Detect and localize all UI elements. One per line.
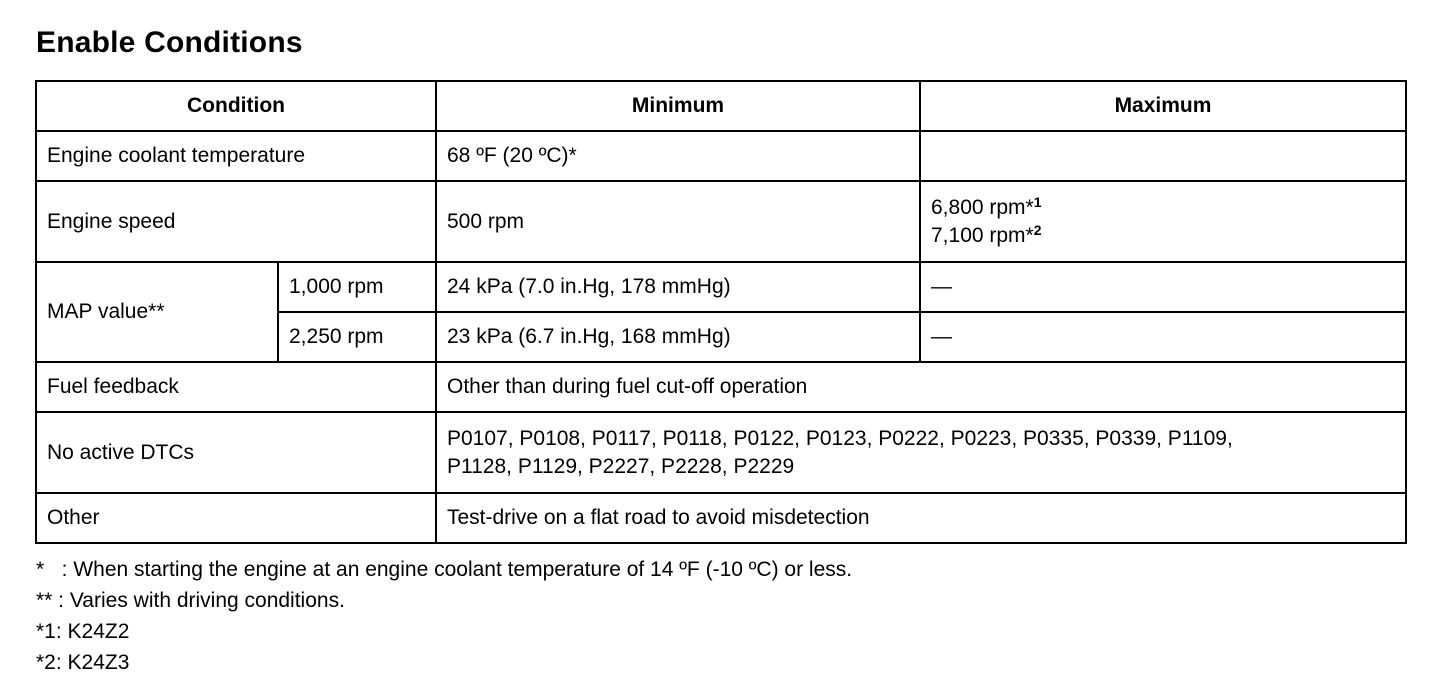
header-minimum: Minimum	[436, 81, 920, 131]
speed-max-footnote2: 2	[1033, 221, 1042, 238]
footnote-item: ** : Varies with driving conditions.	[36, 589, 345, 612]
footnote-item: *1: K24Z2	[36, 620, 130, 643]
table-row-dtc	[36, 412, 1406, 493]
footnote-item: *2: K24Z3	[36, 651, 130, 674]
table-row-fuel	[36, 362, 1406, 412]
enable-conditions-table	[35, 80, 1407, 544]
cell-other-value: Test-drive on a flat road to avoid misdetection	[436, 493, 1406, 543]
cell-map-rpm-2250: 2,250 rpm	[278, 312, 436, 362]
cell-speed-minimum: 500 rpm	[436, 181, 920, 262]
header-condition: Condition	[36, 81, 436, 131]
header-maximum: Maximum	[920, 81, 1406, 131]
speed-max-value1: 6,800 rpm*	[931, 195, 1034, 219]
cell-dtc-label: No active DTCs	[36, 412, 436, 493]
footnote-item: * : When starting the engine at an engine coolant temperature of 14 ºF (-10 ºC) or less.	[36, 558, 853, 581]
speed-max-line2	[931, 222, 1395, 250]
cell-dtc-value	[436, 412, 1406, 493]
cell-map-rpm-1000: 1,000 rpm	[278, 262, 436, 312]
page-title: Enable Conditions	[36, 26, 303, 59]
cell-fuel-label: Fuel feedback	[36, 362, 436, 412]
speed-max-footnote1: 1	[1033, 193, 1042, 210]
table-header-row	[36, 81, 1406, 131]
footnotes	[36, 554, 852, 678]
cell-map-2250-minimum: 23 kPa (6.7 in.Hg, 168 mmHg)	[436, 312, 920, 362]
table-row-other	[36, 493, 1406, 543]
cell-speed-label: Engine speed	[36, 181, 436, 262]
cell-map-label: MAP value**	[36, 262, 278, 362]
cell-map-1000-maximum: —	[920, 262, 1406, 312]
cell-fuel-value: Other than during fuel cut-off operation	[436, 362, 1406, 412]
cell-coolant-maximum	[920, 131, 1406, 181]
table-row-map-1000	[36, 262, 1406, 312]
table-row-coolant	[36, 131, 1406, 181]
speed-max-line1	[931, 194, 1395, 222]
table-row-speed	[36, 181, 1406, 262]
cell-speed-maximum	[920, 181, 1406, 262]
cell-map-1000-minimum: 24 kPa (7.0 in.Hg, 178 mmHg)	[436, 262, 920, 312]
dtc-line2: P1128, P1129, P2227, P2228, P2229	[447, 454, 795, 478]
cell-coolant-label: Engine coolant temperature	[36, 131, 436, 181]
speed-max-value2: 7,100 rpm*	[931, 223, 1034, 247]
cell-other-label: Other	[36, 493, 436, 543]
cell-coolant-minimum: 68 ºF (20 ºC)*	[436, 131, 920, 181]
cell-map-2250-maximum: —	[920, 312, 1406, 362]
dtc-line1: P0107, P0108, P0117, P0118, P0122, P0123, P0222, P0223, P0335, P0339, P1109,	[447, 426, 1233, 450]
